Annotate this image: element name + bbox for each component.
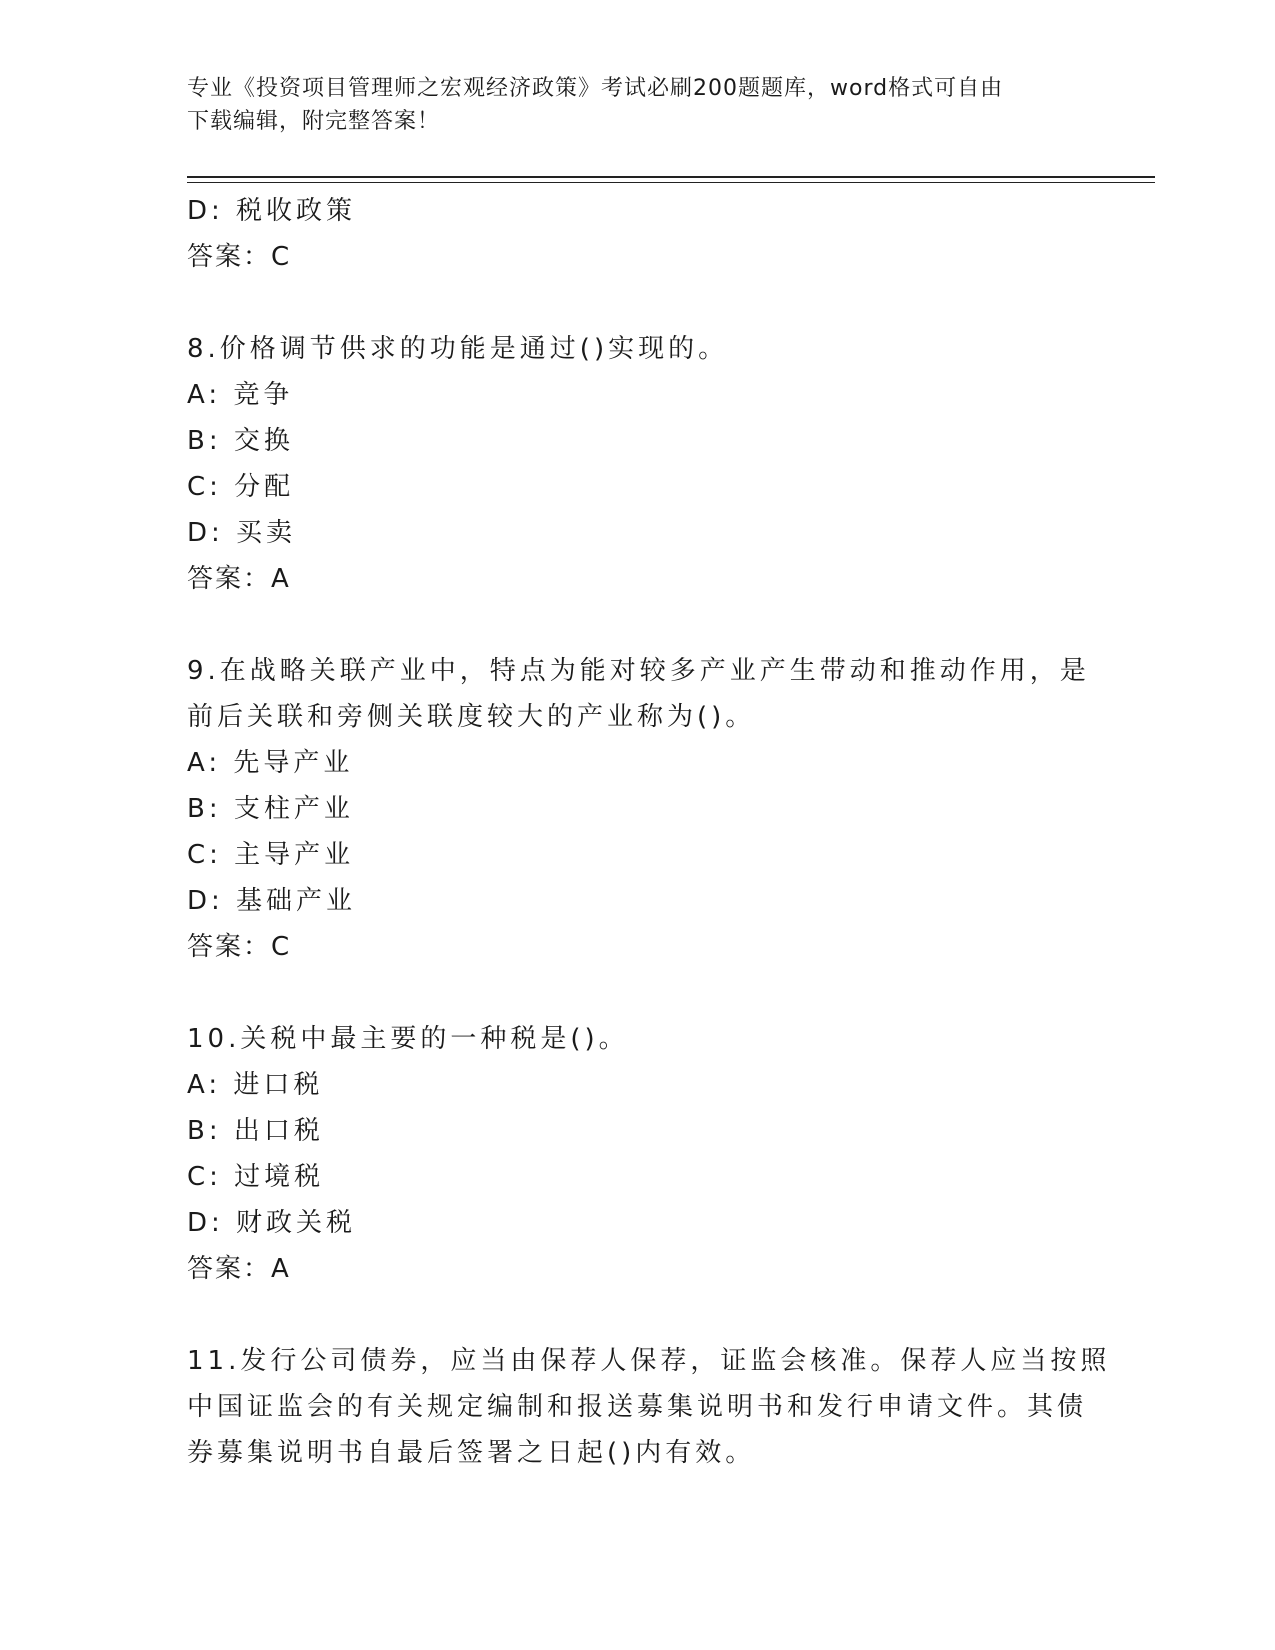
option-c: C: 主导产业 <box>187 840 355 870</box>
option-b: B: 交换 <box>187 426 294 456</box>
question-stem: 11.发行公司债券，应当由保荐人保荐，证监会核准。保荐人应当按照 <box>187 1346 1111 1376</box>
question-stem: 10.关税中最主要的一种税是()。 <box>187 1024 629 1054</box>
answer: 答案：A <box>187 564 291 594</box>
header-rule-thick <box>187 176 1155 178</box>
option-b: B: 出口税 <box>187 1116 324 1146</box>
option-c: C: 过境税 <box>187 1162 325 1192</box>
header-line-1: 专业《投资项目管理师之宏观经济政策》考试必刷200题题库，word格式可自由 <box>187 76 1004 101</box>
prev-option-d: D: 税收政策 <box>187 196 357 226</box>
option-c: C: 分配 <box>187 472 295 502</box>
option-d: D: 买卖 <box>187 518 297 548</box>
option-d: D: 基础产业 <box>187 886 357 916</box>
question-content <box>187 188 1111 1476</box>
document-header <box>187 72 1087 138</box>
option-b: B: 支柱产业 <box>187 794 354 824</box>
question-8 <box>187 326 1087 602</box>
question-11 <box>187 1338 1111 1476</box>
question-stem: 中国证监会的有关规定编制和报送募集说明书和发行申请文件。其债 <box>187 1392 1088 1422</box>
question-stem: 前后关联和旁侧关联度较大的产业称为()。 <box>187 702 756 732</box>
spacer <box>187 1292 1087 1338</box>
header-line-2: 下载编辑，附完整答案！ <box>187 109 441 134</box>
option-a: A: 进口税 <box>187 1070 324 1100</box>
question-stem: 8.价格调节供求的功能是通过()实现的。 <box>187 334 729 364</box>
option-a: A: 先导产业 <box>187 748 354 778</box>
answer: 答案：C <box>187 932 292 962</box>
question-stem: 9.在战略关联产业中，特点为能对较多产业产生带动和推动作用，是 <box>187 656 1090 686</box>
question-stem: 券募集说明书自最后签署之日起()内有效。 <box>187 1438 756 1468</box>
spacer <box>187 970 1087 1016</box>
spacer <box>187 602 1087 648</box>
spacer <box>187 280 1087 326</box>
question-10 <box>187 1016 1087 1292</box>
question-9 <box>187 648 1090 970</box>
option-a: A: 竞争 <box>187 380 294 410</box>
header-rule-thin <box>187 182 1155 183</box>
prev-answer: 答案：C <box>187 242 292 272</box>
option-d: D: 财政关税 <box>187 1208 357 1238</box>
answer: 答案：A <box>187 1254 291 1284</box>
